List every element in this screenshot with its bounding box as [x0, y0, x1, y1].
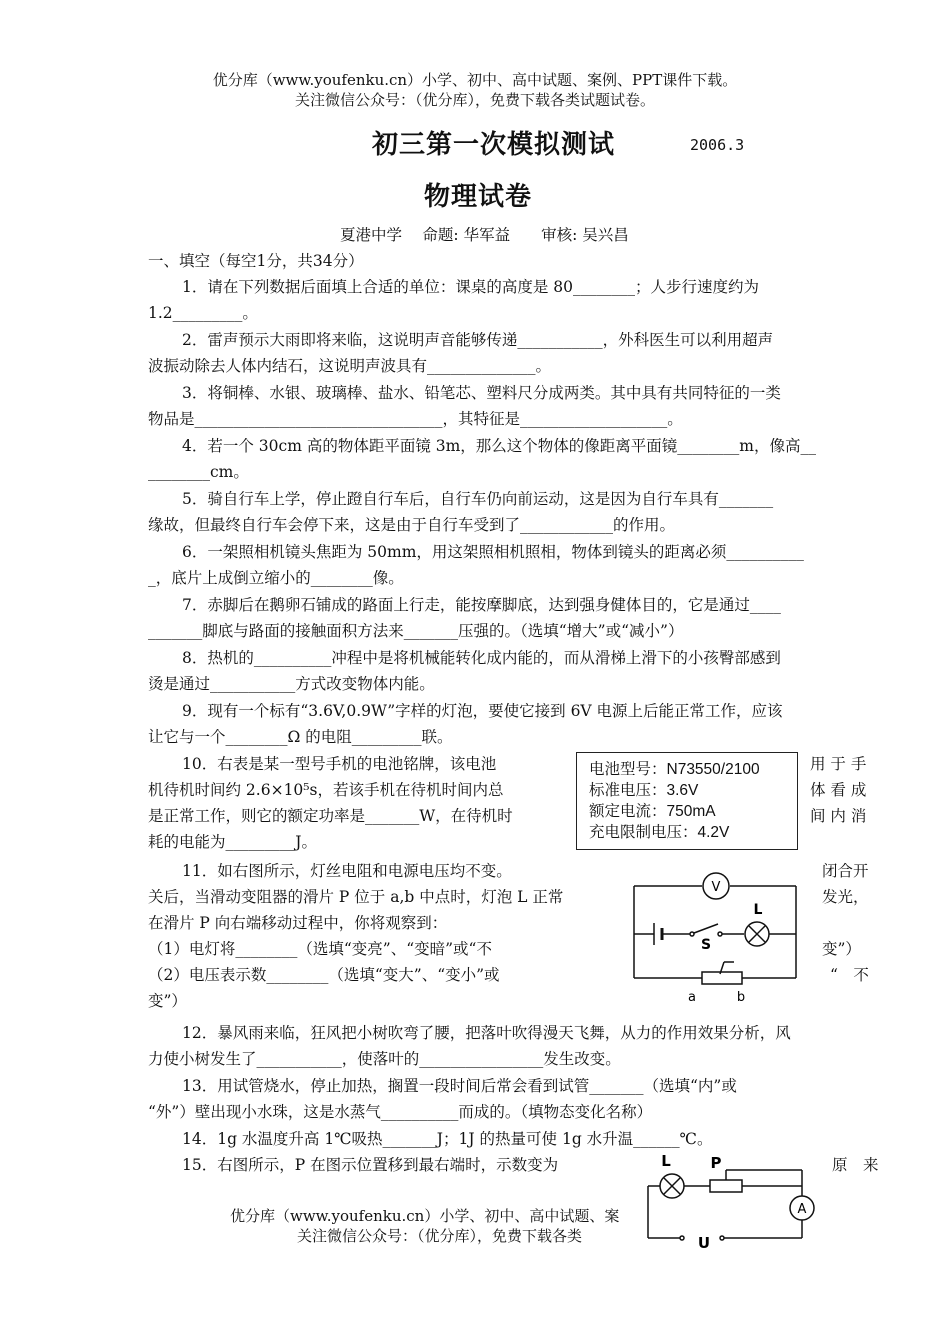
circuit1-s-label: S [700, 937, 712, 953]
q11-right-4: “ 不 [830, 966, 869, 984]
q15-right-1: 原 来 [832, 1156, 879, 1174]
q10-right-2: 体 看 成 [810, 781, 867, 799]
q11-line-5: （2）电压表示数________（选填“变大”、“变小”或 [148, 966, 500, 984]
author-line: 夏港中学 命题: 华军益 审核: 吴兴昌 [340, 226, 629, 244]
q8-line-1: 8．热机的__________冲程中是将机械能转化成内能的，而从滑梯上滑下的小孩臀部感到 [182, 649, 781, 667]
exam-date: 2006.3 [690, 136, 745, 154]
q3-line-2: 物品是________________________________，其特征是___________________。 [148, 410, 683, 428]
q11-right-2: 发光， [822, 888, 869, 906]
circuit1-b-label: b [736, 990, 746, 1005]
q11-right-3: 变”） [822, 940, 861, 958]
rheostat-icon [702, 972, 742, 984]
q14-line: 14．1g 水温度升高 1℃吸热_______J；1J 的热量可使 1g 水升温______℃。 [182, 1130, 713, 1148]
q6-line-2: _，底片上成倒立缩小的________像。 [148, 569, 404, 587]
q5-line-2: 缘故，但最终自行车会停下来，这是由于自行车受到了____________的作用。 [148, 516, 676, 534]
battery-limit: 充电限制电压：4.2V [589, 824, 730, 841]
q7-line-2: _______脚底与路面的接触面积方法来_______压强的。（选填“增大”或“减小”） [148, 622, 684, 640]
q9-line-1: 9．现有一个标有“3.6V,0.9W”字样的灯泡，要使它接到 6V 电源上后能正常工作，应该 [182, 702, 783, 720]
circuit1-v-label: V [711, 880, 721, 895]
q11-right-1: 闭合开 [822, 862, 869, 880]
q7-line-1: 7．赤脚后在鹅卵石铺成的路面上行走，能按摩脚底，达到强身健体目的，它是通过____ [182, 596, 781, 614]
battery-current: 额定电流：750mA [589, 803, 716, 820]
q10-line-2: 机待机时间约 2.6×10⁵s，若该手机在待机时间内总 [148, 781, 504, 799]
q11-line-2: 关后，当滑动变阻器的滑片 P 位于 a,b 中点时，灯泡 L 正常 [148, 888, 564, 906]
header-line-1: 优分库（www.youfenku.cn）小学、初中、高中试题、案例、PPT课件下载。 [212, 71, 738, 89]
battery-model: 电池型号：N73550/2100 [589, 761, 760, 778]
q5-line-1: 5．骑自行车上学，停止蹬自行车后，自行车仍向前运动，这是因为自行车具有_______ [182, 490, 774, 508]
q10-line-3: 是正常工作，则它的额定功率是_______W，在待机时 [148, 807, 513, 825]
q13-line-1: 13．用试管烧水，停止加热，搁置一段时间后常会看到试管_______（选填“内”或 [182, 1077, 737, 1095]
battery-label-box [576, 752, 798, 850]
circuit2-p-label: P [710, 1154, 722, 1172]
q12-line-2: 力使小树发生了___________，使落叶的________________发生改变。 [148, 1050, 621, 1068]
section-heading: 一、填空（每空1分，共34分） [148, 252, 364, 270]
q2-line-2: 波振动除去人体内结石，这说明声波具有______________。 [148, 357, 552, 375]
q11-line-6: 变”） [148, 992, 187, 1010]
circuit2-a-label: A [797, 1202, 807, 1217]
circuit1-l-label: L [753, 902, 763, 918]
footer-line-1: 优分库（www.youfenku.cn）小学、初中、高中试题、案 [230, 1207, 620, 1225]
q3-line-1: 3．将铜棒、水银、玻璃棒、盐水、铅笔芯、塑料尺分成两类。其中具有共同特征的一类 [182, 384, 781, 402]
q15-line-1: 15．右图所示，P 在图示位置移到最右端时，示数变为 [182, 1156, 559, 1174]
q10-line-4: 耗的电能为_________J。 [148, 833, 317, 851]
footer-line-2: 关注微信公众号：（优分库），免费下载各类 [297, 1227, 583, 1245]
q10-right-1: 用 于 手 [810, 755, 867, 773]
q9-line-2: 让它与一个________Ω 的电阻_________联。 [148, 728, 453, 746]
circuit1-a-label: a [688, 990, 696, 1005]
q11-line-4: （1）电灯将________（选填“变亮”、“变暗”或“不 [148, 940, 492, 958]
q1-line-2: 1.2_________。 [148, 304, 258, 322]
rheostat-icon-2 [710, 1180, 742, 1192]
q10-right-3: 间 内 消 [810, 807, 867, 825]
q13-line-2: “外”）壁出现小水珠，这是水蒸气__________而成的。（填物态变化名称） [148, 1103, 653, 1121]
q6-line-1: 6．一架照相机镜头焦距为 50mm，用这架照相机照相，物体到镜头的距离必须__________ [182, 543, 804, 561]
q12-line-1: 12．暴风雨来临，狂风把小树吹弯了腰，把落叶吹得漫天飞舞，从力的作用效果分析，风 [182, 1024, 791, 1042]
exam-subtitle: 物理试卷 [424, 182, 533, 212]
q1-line-1: 1．请在下列数据后面填上合适的单位：课桌的高度是 80________；人步行速度约为 [182, 278, 760, 296]
circuit-diagram-2 [640, 1150, 830, 1250]
exam-title: 初三第一次模拟测试 [372, 130, 616, 160]
circuit-diagram-1 [620, 866, 810, 1006]
q10-line-1: 10．右表是某一型号手机的电池铭牌，该电池 [182, 755, 497, 773]
circuit2-l-label: L [661, 1152, 671, 1170]
q4-line-1: 4．若一个 30cm 高的物体距平面镜 3m，那么这个物体的像距离平面镜________m，像高__ [182, 437, 817, 455]
q4-line-2: ________cm。 [148, 463, 249, 481]
switch-icon [694, 924, 718, 933]
header-line-2: 关注微信公众号：（优分库），免费下载各类试题试卷。 [294, 91, 655, 109]
q8-line-2: 烫是通过___________方式改变物体内能。 [148, 675, 435, 693]
circuit2-u-label: U [697, 1234, 711, 1250]
q2-line-1: 2．雷声预示大雨即将来临，这说明声音能够传递___________，外科医生可以利用超声 [182, 331, 774, 349]
q11-line-1: 11．如右图所示，灯丝电阻和电源电压均不变。 [182, 862, 512, 880]
q11-line-3: 在滑片 P 向右端移动过程中，你将观察到： [148, 914, 448, 932]
battery-voltage: 标准电压：3.6V [589, 782, 699, 799]
